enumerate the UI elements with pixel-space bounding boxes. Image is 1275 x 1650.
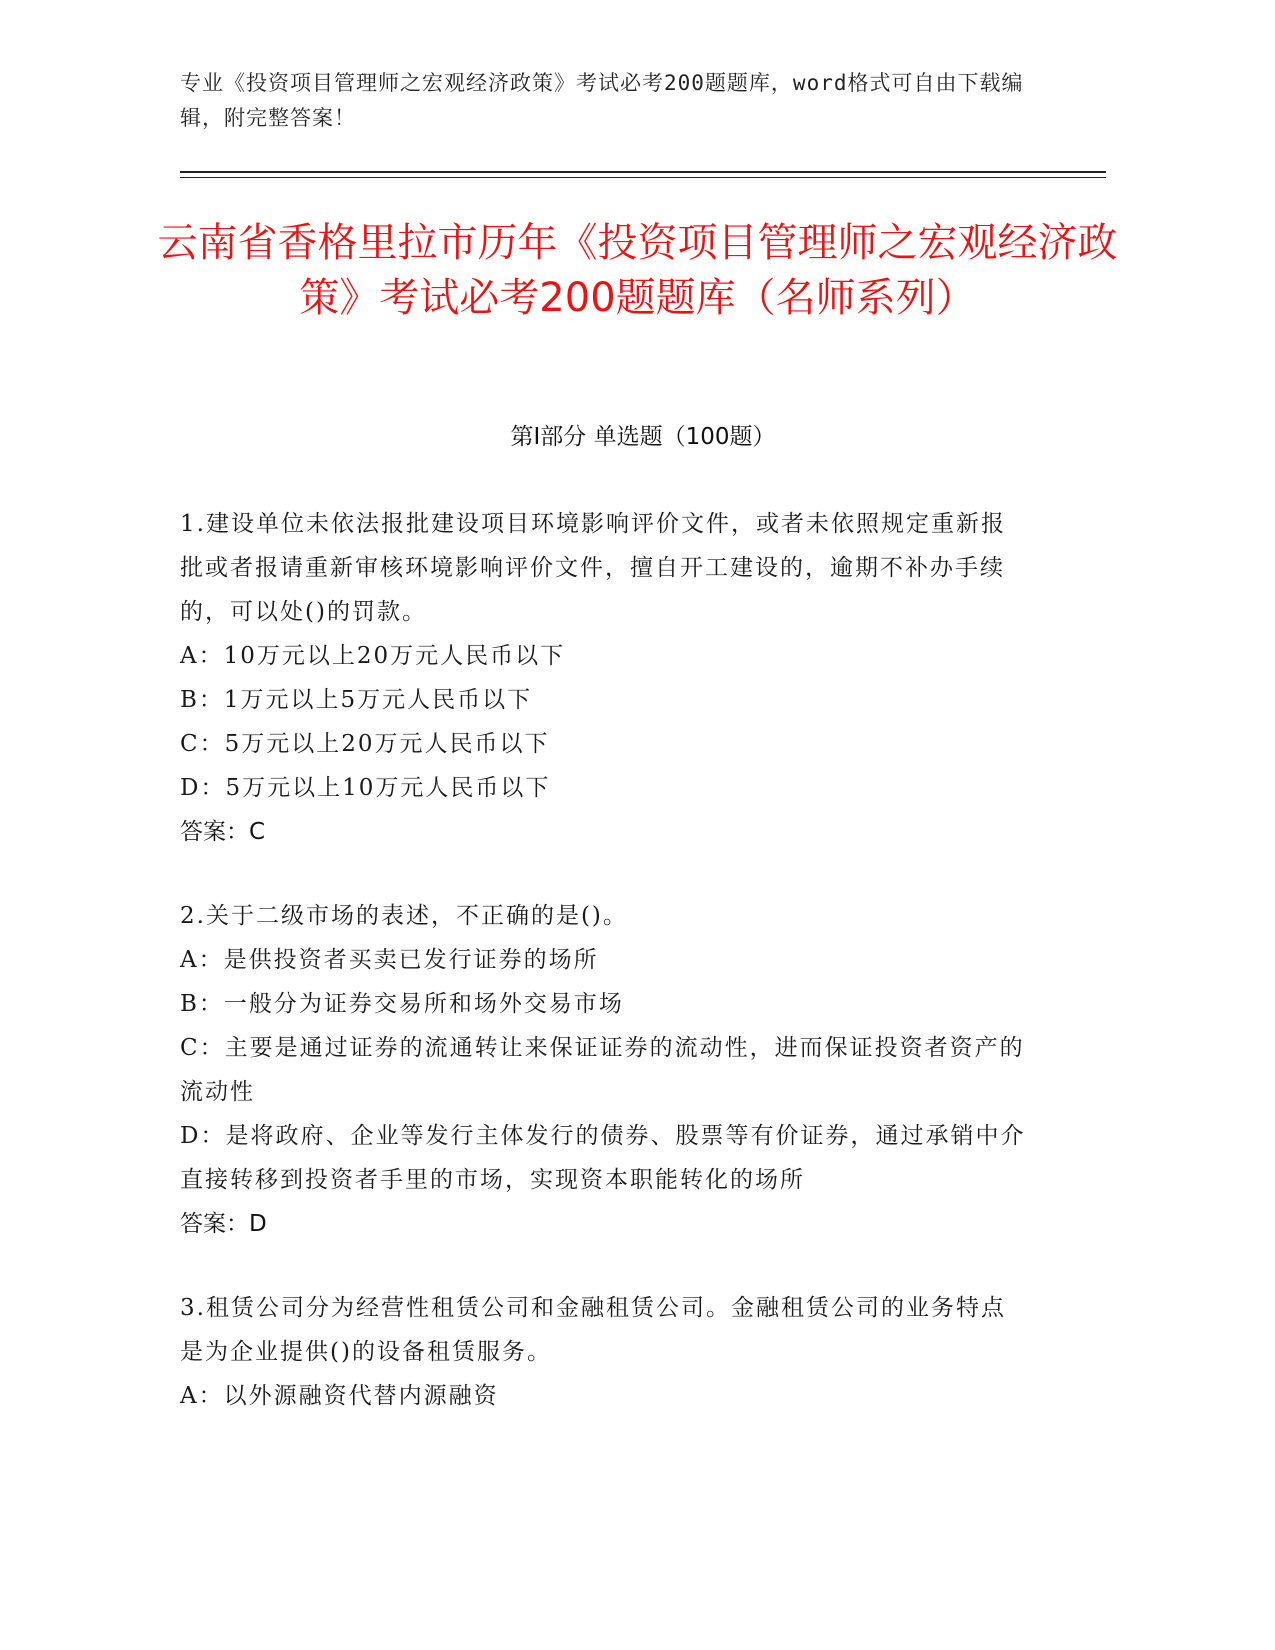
question-item bbox=[180, 894, 1030, 1246]
question-list bbox=[180, 502, 1030, 1458]
answer-line: 答案：D bbox=[180, 1211, 267, 1237]
option-c: C：主要是通过证券的流通转让来保证证券的流动性，进而保证投资者资产的流动性 bbox=[180, 1035, 1025, 1105]
section-heading: 第I部分 单选题（100题） bbox=[510, 424, 776, 450]
option-d: D：是将政府、企业等发行主体发行的债券、股票等有价证券，通过承销中介直接转移到投资者手里的市场，实现资本职能转化的场所 bbox=[180, 1123, 1026, 1193]
option-a: A：是供投资者买卖已发行证券的场所 bbox=[180, 947, 599, 973]
question-item bbox=[180, 1286, 1030, 1418]
document-title: 云南省香格里拉市历年《投资项目管理师之宏观经济政策》考试必考200题题库（名师系列） bbox=[157, 220, 1118, 321]
question-stem: 1.建设单位未依法报批建设项目环境影响评价文件，或者未依照规定重新报批或者报请重新审核环境影响评价文件，擅自开工建设的，逾期不补办手续的，可以处()的罚款。 bbox=[180, 511, 1006, 625]
option-c: C：5万元以上20万元人民币以下 bbox=[180, 731, 550, 757]
option-b: B：1万元以上5万元人民币以下 bbox=[180, 687, 533, 713]
question-item bbox=[180, 502, 1030, 854]
answer-line: 答案：C bbox=[180, 819, 266, 845]
option-d: D：5万元以上10万元人民币以下 bbox=[180, 775, 551, 801]
header-divider-thin bbox=[180, 177, 1106, 178]
header-note: 专业《投资项目管理师之宏观经济政策》考试必考200题题库，word格式可自由下载编辑，附完整答案！ bbox=[180, 71, 1024, 130]
option-b: B：一般分为证券交易所和场外交易市场 bbox=[180, 991, 624, 1017]
header-divider bbox=[180, 171, 1106, 173]
question-stem: 3.租赁公司分为经营性租赁公司和金融租赁公司。金融租赁公司的业务特点是为企业提供()的设备租赁服务。 bbox=[180, 1295, 1006, 1365]
option-a: A：10万元以上20万元人民币以下 bbox=[180, 643, 566, 669]
option-a: A：以外源融资代替内源融资 bbox=[180, 1383, 499, 1409]
question-stem: 2.关于二级市场的表述，不正确的是()。 bbox=[180, 903, 628, 929]
